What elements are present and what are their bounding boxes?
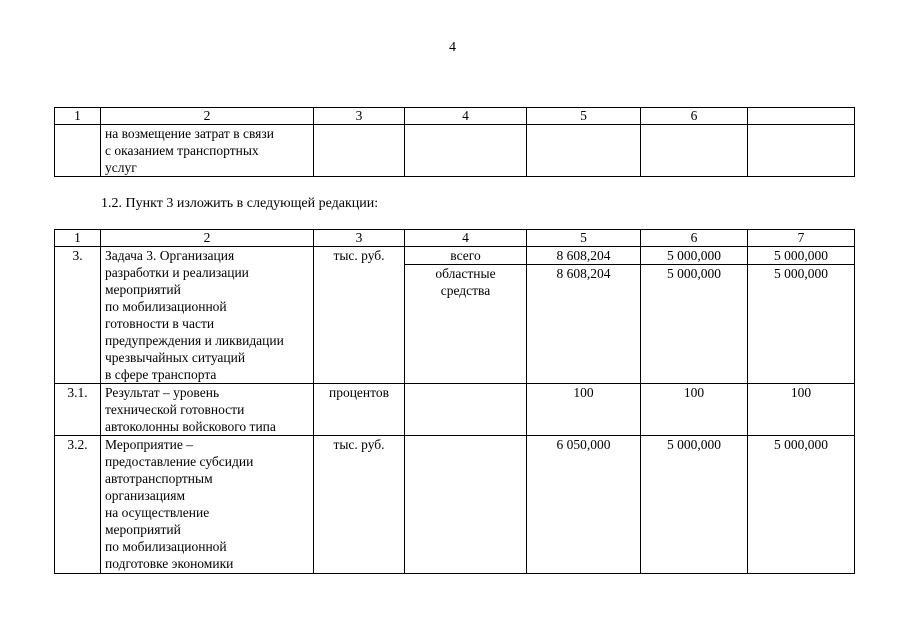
table-header-row	[55, 108, 855, 125]
cell-source	[405, 125, 527, 177]
header-cell: 4	[405, 108, 527, 125]
subrow-table	[641, 247, 747, 282]
header-cell: 1	[55, 108, 101, 125]
cell-value: 6 050,000	[527, 436, 641, 574]
cell-name: Мероприятие – предоставление субсидии автотранспортным организациям на осуществление мероприятий по мобилизационной подготовке экономики	[101, 436, 314, 574]
header-cell	[748, 108, 855, 125]
subrow-table	[527, 247, 640, 282]
header-cell: 4	[405, 230, 527, 247]
cell-value	[641, 247, 748, 384]
source-label: всего	[405, 247, 526, 265]
cell-unit: тыс. руб.	[314, 247, 405, 384]
header-cell: 2	[101, 230, 314, 247]
cell-name: Результат – уровень технической готовности автоколонны войскового типа	[101, 384, 314, 436]
cell-unit	[314, 125, 405, 177]
cell-source	[405, 384, 527, 436]
header-cell: 2	[101, 108, 314, 125]
cell-num	[55, 125, 101, 177]
header-cell: 7	[748, 230, 855, 247]
table-row	[55, 384, 855, 436]
amendment-paragraph: 1.2. Пункт 3 изложить в следующей редакции:	[101, 196, 379, 211]
header-cell: 5	[527, 230, 641, 247]
table-row	[55, 125, 855, 177]
cell-value: 100	[641, 384, 748, 436]
cell-unit: тыс. руб.	[314, 436, 405, 574]
cell-source	[405, 436, 527, 574]
cell-value	[748, 247, 855, 384]
continuation-table	[54, 107, 855, 177]
cell-source	[405, 247, 527, 384]
header-cell: 6	[641, 108, 748, 125]
table-row	[55, 247, 855, 384]
subrow-table	[748, 247, 854, 282]
cell-value: 100	[527, 384, 641, 436]
table-header-row	[55, 230, 855, 247]
cell-value: 100	[748, 384, 855, 436]
cell-num: 3.	[55, 247, 101, 384]
cell-name: Задача 3. Организация разработки и реализации мероприятий по мобилизационной готовности в части предупреждения и ликвидации чрезвычайных ситуаций в сфере транспорта	[101, 247, 314, 384]
table-row	[55, 436, 855, 574]
cell-value: 5 000,000	[748, 436, 855, 574]
header-cell: 3	[314, 230, 405, 247]
page-number: 4	[449, 40, 456, 55]
value: 8 608,204	[556, 266, 611, 281]
subrow-table	[405, 247, 526, 299]
cell-unit: процентов	[314, 384, 405, 436]
value: 5 000,000	[667, 266, 721, 281]
header-cell: 6	[641, 230, 748, 247]
value: 5 000,000	[774, 266, 828, 281]
cell-value	[641, 125, 748, 177]
cell-num: 3.2.	[55, 436, 101, 574]
header-cell: 5	[527, 108, 641, 125]
cell-num: 3.1.	[55, 384, 101, 436]
value: 5 000,000	[641, 247, 747, 265]
cell-name: на возмещение затрат в связи с оказанием транспортных услуг	[101, 125, 314, 177]
header-cell: 3	[314, 108, 405, 125]
cell-value	[527, 125, 641, 177]
cell-value	[527, 247, 641, 384]
cell-value: 5 000,000	[641, 436, 748, 574]
value: 5 000,000	[748, 247, 854, 265]
header-cell: 1	[55, 230, 101, 247]
cell-value	[748, 125, 855, 177]
task-table	[54, 229, 855, 574]
value: 8 608,204	[527, 247, 640, 265]
source-label: областные средства	[435, 266, 496, 298]
